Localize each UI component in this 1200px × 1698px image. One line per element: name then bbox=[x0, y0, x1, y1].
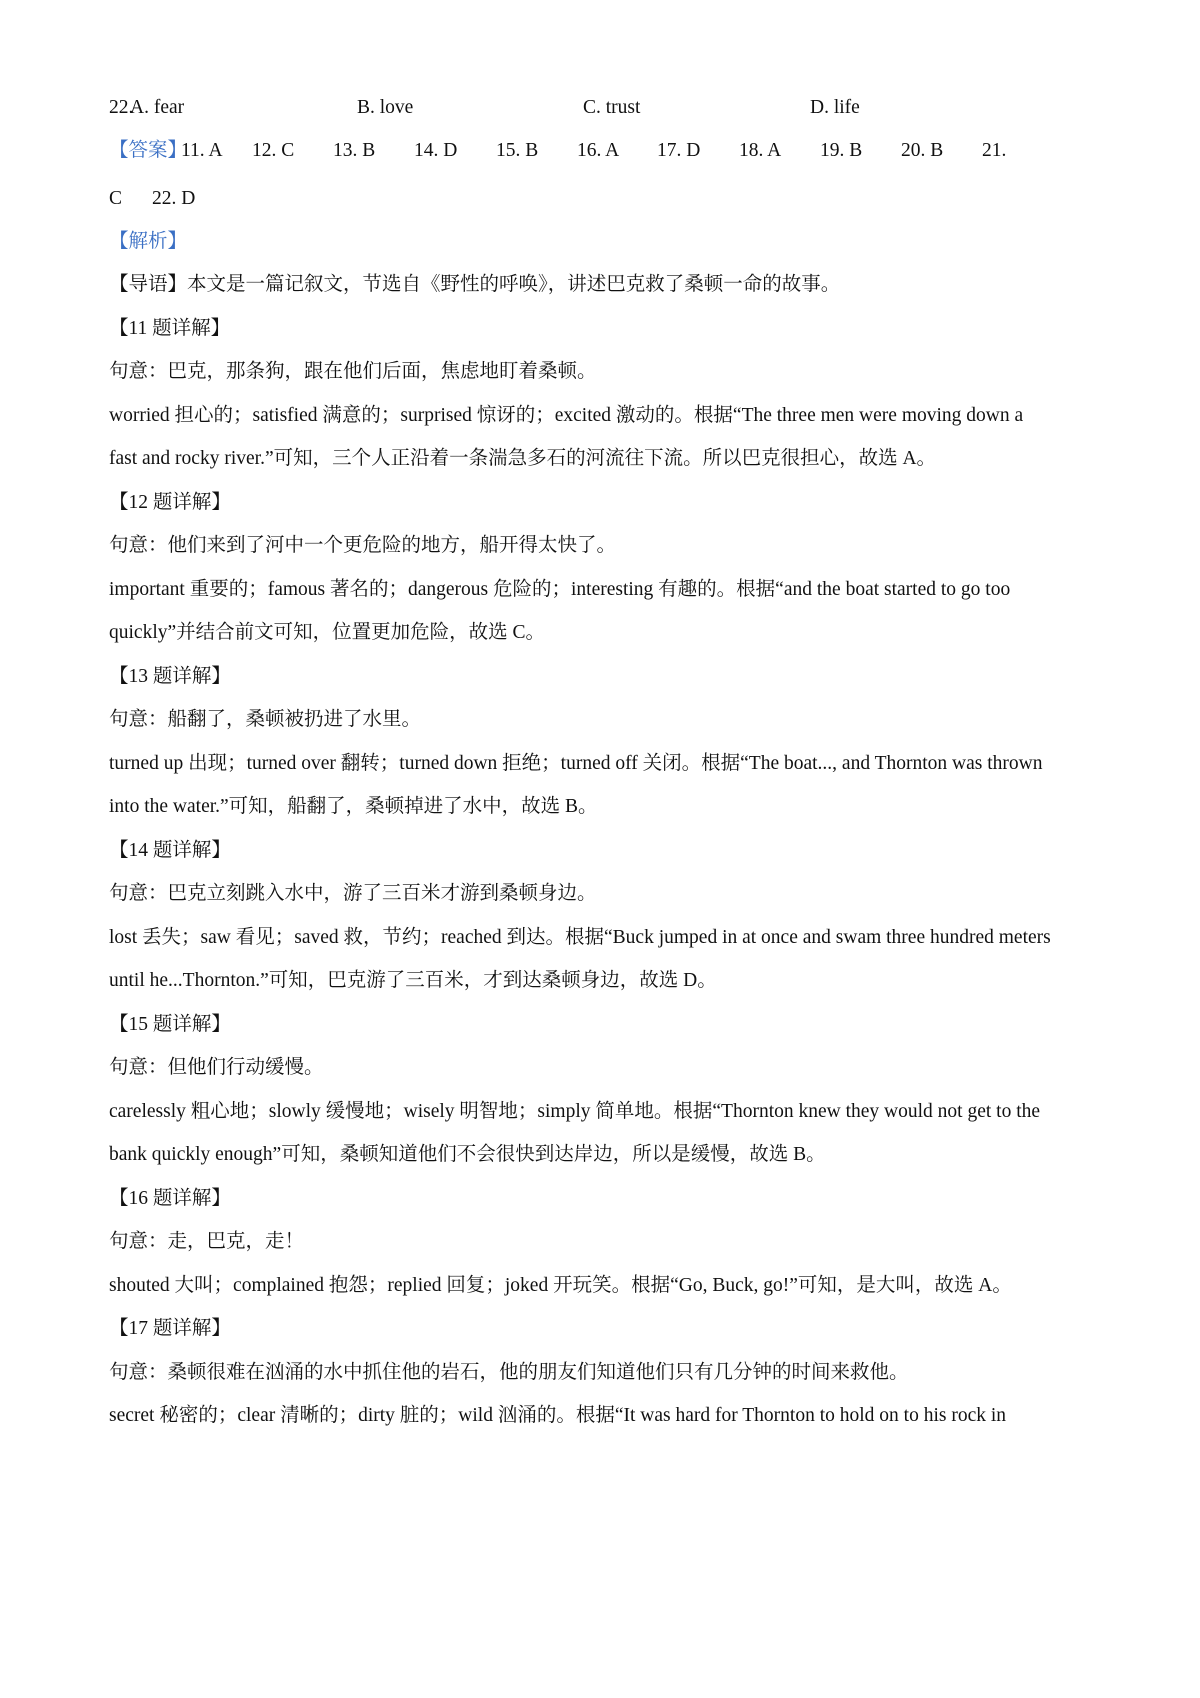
answer-item: 18. A bbox=[739, 140, 782, 161]
detail-explanation: quickly”并结合前文可知，位置更加危险，故选 C。 bbox=[109, 622, 546, 643]
analysis-label: 【解析】 bbox=[109, 231, 188, 252]
detail-heading: 【16 题详解】 bbox=[109, 1188, 231, 1209]
detail-heading: 【15 题详解】 bbox=[109, 1014, 231, 1035]
answer-item: C bbox=[109, 188, 123, 209]
option-c: C. trust bbox=[583, 97, 641, 118]
detail-meaning: 句意：桑顿很难在汹涌的水中抓住他的岩石，他的朋友们知道他们只有几分钟的时间来救他。 bbox=[109, 1362, 909, 1383]
answer-item: 15. B bbox=[496, 140, 539, 161]
detail-meaning: 句意：走，巴克，走！ bbox=[109, 1231, 305, 1252]
answer-item: 21. bbox=[982, 140, 1007, 161]
detail-explanation: lost 丢失；saw 看见；saved 救，节约；reached 到达。根据“Buck jumped in at once and swam three hundred meters bbox=[109, 927, 1051, 948]
detail-explanation: shouted 大叫；complained 抱怨；replied 回复；joked 开玩笑。根据“Go, Buck, go!”可知，是大叫，故选 A。 bbox=[109, 1275, 1012, 1296]
option-a: A. fear bbox=[130, 97, 185, 118]
answer-item: 20. B bbox=[901, 140, 944, 161]
answer-item: 11. A bbox=[181, 140, 223, 161]
answer-key-line-2 bbox=[109, 186, 1099, 212]
question-22-number: 22. bbox=[109, 97, 134, 118]
detail-explanation: turned up 出现；turned over 翻转；turned down 拒绝；turned off 关闭。根据“The boat..., and Thornton was thrown bbox=[109, 753, 1043, 774]
option-b: B. love bbox=[357, 97, 414, 118]
detail-explanation: into the water.”可知，船翻了，桑顿掉进了水中，故选 B。 bbox=[109, 796, 598, 817]
detail-meaning: 句意：巴克立刻跳入水中，游了三百米才游到桑顿身边。 bbox=[109, 883, 597, 904]
detail-explanation: important 重要的；famous 著名的；dangerous 危险的；interesting 有趣的。根据“and the boat started to go too bbox=[109, 579, 1011, 600]
option-d: D. life bbox=[810, 97, 860, 118]
detail-heading: 【17 题详解】 bbox=[109, 1318, 231, 1339]
detail-explanation: secret 秘密的；clear 清晰的；dirty 脏的；wild 汹涌的。根据“It was hard for Thornton to hold on to his rock in bbox=[109, 1405, 1007, 1426]
detail-heading: 【13 题详解】 bbox=[109, 666, 231, 687]
answer-item: 12. C bbox=[252, 140, 295, 161]
detail-heading: 【12 题详解】 bbox=[109, 492, 231, 513]
detail-explanation: carelessly 粗心地；slowly 缓慢地；wisely 明智地；simply 简单地。根据“Thornton knew they would not get to the bbox=[109, 1101, 1041, 1122]
detail-explanation: bank quickly enough”可知，桑顿知道他们不会很快到达岸边，所以是缓慢，故选 B。 bbox=[109, 1144, 826, 1165]
answer-item: 13. B bbox=[333, 140, 376, 161]
detail-explanation: until he...Thornton.”可知，巴克游了三百米，才到达桑顿身边，故选 D。 bbox=[109, 970, 717, 991]
detail-meaning: 句意：他们来到了河中一个更危险的地方，船开得太快了。 bbox=[109, 535, 617, 556]
answer-item: 14. D bbox=[414, 140, 458, 161]
detail-heading: 【14 题详解】 bbox=[109, 840, 231, 861]
detail-meaning: 句意：船翻了，桑顿被扔进了水里。 bbox=[109, 709, 422, 730]
detail-explanation: worried 担心的；satisfied 满意的；surprised 惊讶的；excited 激动的。根据“The three men were moving down a bbox=[109, 405, 1024, 426]
detail-meaning: 句意：但他们行动缓慢。 bbox=[109, 1057, 324, 1078]
detail-heading: 【11 题详解】 bbox=[109, 318, 231, 339]
answer-item: 19. B bbox=[820, 140, 863, 161]
answer-key-line-1 bbox=[109, 138, 1099, 164]
detail-explanation: fast and rocky river.”可知，三个人正沿着一条湍急多石的河流往下流。所以巴克很担心，故选 A。 bbox=[109, 448, 937, 469]
detail-meaning: 句意：巴克，那条狗，跟在他们后面，焦虑地盯着桑顿。 bbox=[109, 361, 597, 382]
question-22-options bbox=[109, 95, 1099, 121]
answer-label: 【答案】 bbox=[109, 140, 188, 161]
analysis-intro: 【导语】本文是一篇记叙文，节选自《野性的呼唤》，讲述巴克救了桑顿一命的故事。 bbox=[109, 274, 841, 295]
answer-item: 22. D bbox=[152, 188, 196, 209]
answer-item: 16. A bbox=[577, 140, 620, 161]
answer-item: 17. D bbox=[657, 140, 701, 161]
